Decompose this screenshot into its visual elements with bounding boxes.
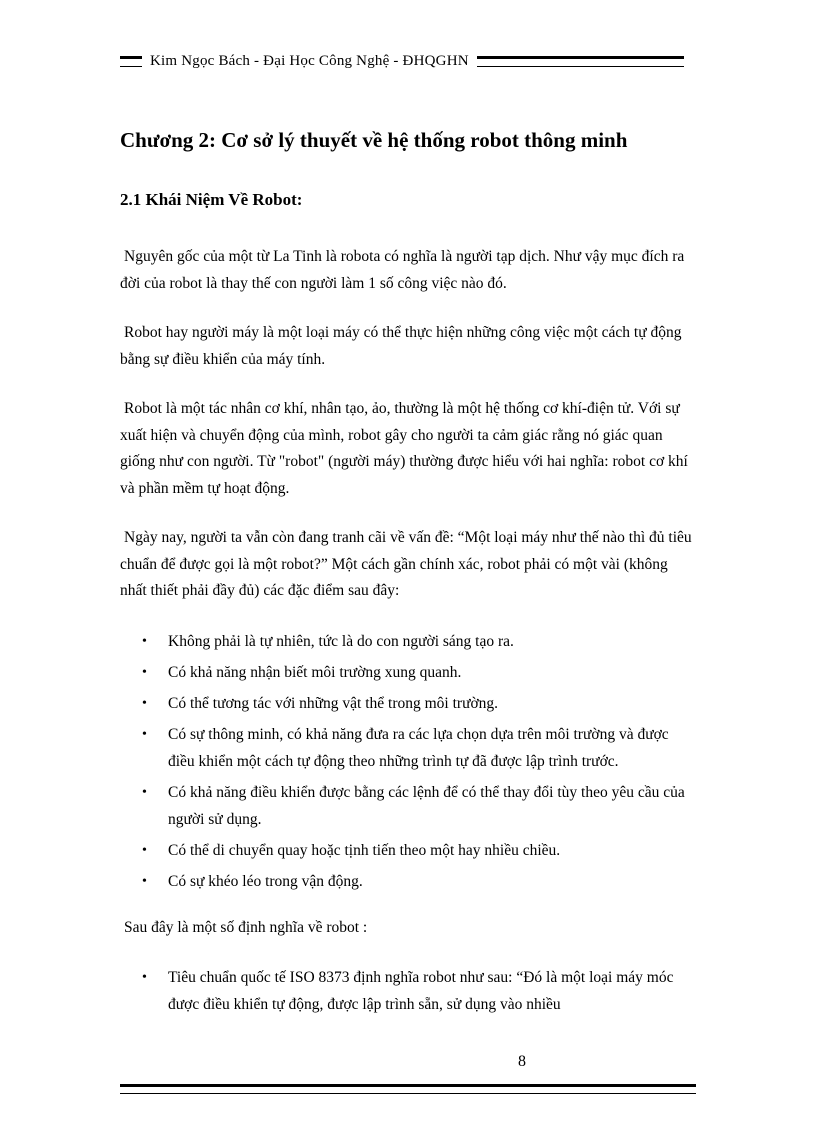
definitions-intro: Sau đây là một số định nghĩa về robot : [124,918,368,936]
page-number: 8 [518,1053,526,1070]
paragraph-debate: Ngày nay, người ta vẫn còn đang tranh cãi về vấn đề: “Một loại máy như thế nào thì đủ tiêu chuẩn để được gọi là một robot?” Một cách gần chính xác, robot phải có một vài (không nhất thiết phải đầy đủ) các đặc điểm sau đây: [120,529,692,599]
feature-list [120,628,696,895]
page-header [120,50,684,72]
list-item: • Tiêu chuẩn quốc tế ISO 8373 định nghĩa robot như sau: “Đó là một loại máy móc được điều khiển tự động, được lập trình sẵn, sử dụng vào nhiều [120,964,696,1018]
list-item: • Có khả năng điều khiển được bằng các lệnh để có thể thay đổi tùy theo yêu cầu của người sử dụng. [120,779,696,833]
paragraph-definition: Robot hay người máy là một loại máy có thể thực hiện những công việc một cách tự động bằng sự điều khiển của máy tính. [120,324,682,368]
paragraph-agent: Robot là một tác nhân cơ khí, nhân tạo, ảo, thường là một hệ thống cơ khí-điện tử. Với sự xuất hiện và chuyển động của mình, robot gây cho người ta cảm giác rằng nó giác quan giống như con người. Từ "robot" (người máy) thường được hiểu với hai nghĩa: robot cơ khí và phần mềm tự hoạt động. [120,400,688,497]
section-title: 2.1 Khái Niệm Về Robot: [120,190,303,209]
list-item: • Có sự khéo léo trong vận động. [120,868,696,895]
paragraph-origin: Nguyên gốc của một từ La Tinh là robota có nghĩa là người tạp dịch. Như vậy mục đích ra đời của robot là thay thế con người làm 1 số công việc nào đó. [120,248,685,292]
list-item: • Có thể di chuyển quay hoặc tịnh tiến theo một hay nhiều chiều. [120,837,696,864]
list-item: • Có thể tương tác với những vật thể trong môi trường. [120,690,696,717]
footer-rule [120,1084,696,1094]
definition-list [120,964,696,1018]
header-rule-left [120,56,142,67]
body-text [120,244,696,1038]
list-item: • Có khả năng nhận biết môi trường xung quanh. [120,659,696,686]
header-rule-right [477,56,684,67]
list-item: • Có sự thông minh, có khả năng đưa ra các lựa chọn dựa trên môi trường và được điều khiển một cách tự động theo những trình tự đã được lập trình trước. [120,721,696,775]
chapter-title: Chương 2: Cơ sở lý thuyết về hệ thống robot thông minh [120,128,628,152]
header-text: Kim Ngọc Bách - Đại Học Công Nghệ - ĐHQGHN [150,52,469,69]
list-item: • Không phải là tự nhiên, tức là do con người sáng tạo ra. [120,628,696,655]
